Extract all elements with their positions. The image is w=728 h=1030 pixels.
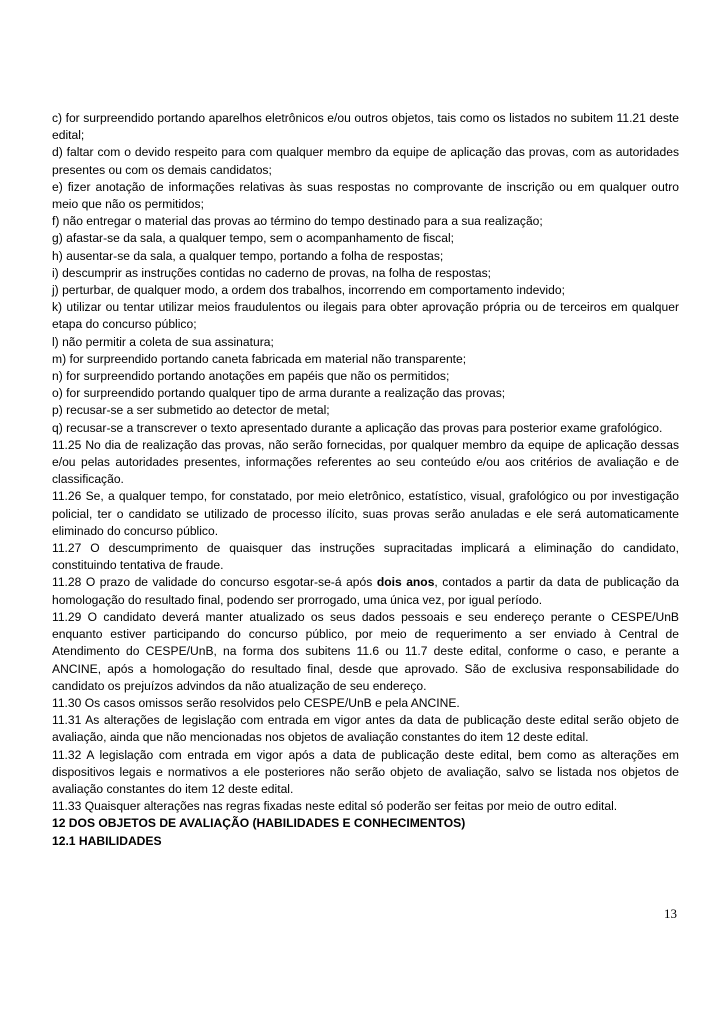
page-body [52,110,679,850]
subitem-11-26: 11.26 Se, a qualquer tempo, for constatado, por meio eletrônico, estatístico, visual, grafológico ou por investigação policial, ter o candidato se utilizado de processo ilícito, suas provas serão anuladas e ele será automaticamente eliminado do concurso público. [52,489,679,538]
subitem-11-32: 11.32 A legislação com entrada em vigor após a data de publicação deste edital, bem como as alterações em dispositivos legais e normativos a ele posteriores não serão objeto de avaliação, salvo se listada nos objetos de avaliação constantes do item 12 deste edital. [52,747,679,796]
subitem-11-31: 11.31 As alterações de legislação com entrada em vigor antes da data de publicação deste edital serão objeto de avaliação, ainda que não mencionadas nos objetos de avaliação constantes do item 12 deste edital. [52,713,679,745]
item-h: h) ausentar-se da sala, a qualquer tempo, portando a folha de respostas; [52,248,444,263]
item-p: p) recusar-se a ser submetido ao detector de metal; [52,403,330,418]
item-i: i) descumprir as instruções contidas no caderno de provas, na folha de respostas; [52,265,491,280]
item-f: f) não entregar o material das provas ao término do tempo destinado para a sua realização; [52,214,543,229]
item-n: n) for surpreendido portando anotações em papéis que não os permitidos; [52,369,450,384]
item-q: q) recusar-se a transcrever o texto apresentado durante a aplicação das provas para posterior exame grafológico. [52,420,663,435]
item-l: l) não permitir a coleta de sua assinatura; [52,334,274,349]
subitem-11-29: 11.29 O candidato deverá manter atualizado os seus dados pessoais e seu endereço perante o CESPE/UnB enquanto estiver participando do concurso público, por meio de requerimento a ser enviado à Central de Atendimento do CESPE/UnB, na forma dos subitens 11.6 ou 11.7 deste edital, conforme o caso, e perante a ANCINE, após a homologação do resultado final, desde que aprovado. São de exclusiva responsabilidade do candidato os prejuízos advindos da não atualização de seu endereço. [52,609,679,693]
item-k: k) utilizar ou tentar utilizar meios fraudulentos ou ilegais para obter aprovação própria ou de terceiros em qualquer etapa do concurso público; [52,300,679,332]
subitem-11-28-text-start: 11.28 O prazo de validade do concurso esgotar-se-á após [52,575,377,590]
subitem-11-28-text-end: , contados a partir da data de publicação da homologação do resultado final, podendo ser prorrogado, uma única vez, por igual período. [52,575,679,607]
item-j: j) perturbar, de qualquer modo, a ordem dos trabalhos, incorrendo em comportamento indevido; [52,283,565,298]
item-c: c) for surpreendido portando aparelhos eletrônicos e/ou outros objetos, tais como os listados no subitem 11.21 deste edital; [52,111,679,143]
section-12-1-heading: 12.1 HABILIDADES [52,833,162,848]
item-e: e) fizer anotação de informações relativas às suas respostas no comprovante de inscrição ou em qualquer outro meio que não os permitidos; [52,179,679,212]
page-number: 13 [664,906,677,921]
subitem-11-30: 11.30 Os casos omissos serão resolvidos pelo CESPE/UnB e pela ANCINE. [52,695,460,710]
item-o: o) for surpreendido portando qualquer tipo de arma durante a realização das provas; [52,386,506,401]
validity-period-bold: dois anos [376,575,435,590]
item-m: m) for surpreendido portando caneta fabricada em material não transparente; [52,351,467,366]
item-g: g) afastar-se da sala, a qualquer tempo, sem o acompanhamento de fiscal; [52,231,455,246]
subitem-11-33: 11.33 Quaisquer alterações nas regras fixadas neste edital só poderão ser feitas por meio de outro edital. [52,799,618,814]
subitem-11-28 [52,574,679,608]
item-d: d) faltar com o devido respeito para com qualquer membro da equipe de aplicação das provas, com as autoridades presentes ou com os demais candidatos; [52,145,679,177]
section-12-heading: 12 DOS OBJETOS DE AVALIAÇÃO (HABILIDADES E CONHECIMENTOS) [52,816,466,831]
subitem-11-27: 11.27 O descumprimento de quaisquer das instruções supracitadas implicará a eliminação do candidato, constituindo tentativa de fraude. [52,541,679,573]
subitem-11-25: 11.25 No dia de realização das provas, não serão fornecidas, por qualquer membro da equipe de aplicação dessas e/ou pelas autoridades presentes, informações referentes ao seu conteúdo e/ou aos critérios de avaliação e de classificação. [52,437,679,487]
